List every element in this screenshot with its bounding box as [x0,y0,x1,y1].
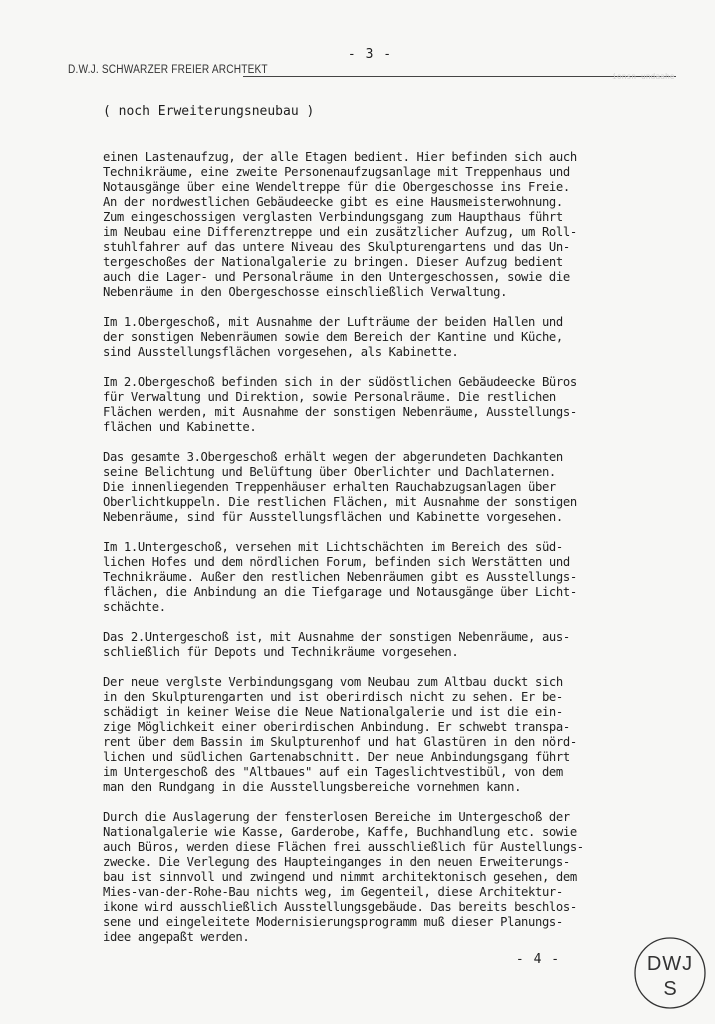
text-line: Oberlichtkuppeln. Die restlichen Flächen, mit Ausnahme der sonstigen [103,495,577,509]
paragraph [103,315,693,360]
text-line: schächte. [103,600,166,614]
section-heading: ( noch Erweiterungsneubau ) [103,104,315,119]
text-line: Nebenräume, sind für Ausstellungsflächen und Kabinette vorgesehen. [103,510,563,524]
text-line: Flächen werden, mit Ausnahme der sonstigen Nebenräume, Ausstellungs- [103,405,577,419]
text-line: Das 2.Untergeschoß ist, mit Ausnahme der sonstigen Nebenräume, aus- [103,630,570,644]
paragraph [103,540,693,615]
stamp-line-1: DWJ [646,953,694,975]
text-line: zwecke. Die Verlegung des Haupteinganges in den neuen Erweiterungs- [103,855,570,869]
page-number-top: - 3 - [347,47,393,62]
text-line: stuhlfahrer auf das untere Niveau des Skulpturengartens und das Un- [103,240,570,254]
text-line: Technikräume, eine zweite Personenaufzugsanlage mit Treppenhaus und [103,165,570,179]
text-line: Technikräume. Außer den restlichen Nebenräumen gibt es Ausstellungs- [103,570,577,584]
text-line: auch die Lager- und Personalräume in den Untergeschossen, sowie die [103,270,570,284]
text-line: der sonstigen Nebenräumen sowie dem Bereich der Kantine und Küche, [103,330,563,344]
text-line: Notausgänge über eine Wendeltreppe für die Obergeschosse ins Freie. [103,180,570,194]
paragraph [103,630,693,660]
paragraph [103,675,693,795]
text-line: im Neubau eine Differenztreppe und ein zusätzlicher Aufzug, um Roll- [103,225,577,239]
text-line: Im 1.Obergeschoß, mit Ausnahme der Lufträume der beiden Hallen und [103,315,563,329]
text-line: schädigt in keiner Weise die Neue Nationalgalerie und ist die ein- [103,705,563,719]
text-line: Nebenräume in den Obergeschosse einschließlich Verwaltung. [103,285,508,299]
text-line: idee angepaßt werden. [103,930,250,944]
text-line: Das gesamte 3.Obergeschoß erhält wegen der abgerundeten Dachkanten [103,450,563,464]
text-line: ikone wird ausschließlich Ausstellungsgebäude. Das bereits beschlos- [103,900,577,914]
text-line: tergeschoßes der Nationalgalerie zu bringen. Dieser Aufzug bedient [103,255,563,269]
text-line: für Verwaltung und Direktion, sowie Personalräume. Die restlichen [103,390,556,404]
paragraph [103,150,693,300]
text-line: Die innenliegenden Treppenhäuser erhalten Rauchabzugsanlagen über [103,480,556,494]
text-line: zige Möglichkeit einer oberirdischen Anbindung. Er schwebt transpa- [103,720,570,734]
text-line: seine Belichtung und Belüftung über Oberlichter und Dachlaternen. [103,465,556,479]
text-line: lichen und südlichen Gartenabschnitt. Der neue Anbindungsgang führt [103,750,570,764]
text-line: in den Skulpturengarten und ist oberirdisch nicht zu sehen. Er be- [103,690,563,704]
text-line: Nationalgalerie wie Kasse, Garderobe, Kaffe, Buchhandlung etc. sowie [103,825,577,839]
dwjs-monogram-stamp [632,935,708,1011]
text-line: Der neue verglste Verbindungsgang vom Neubau zum Altbau duckt sich [103,675,563,689]
text-line: Zum eingeschossigen verglasten Verbindungsgang zum Haupthaus führt [103,210,563,224]
text-line: bau ist sinnvoll und zwingend und nimmt architektonisch gesehen, dem [103,870,577,884]
letterhead: D.W.J. SCHWARZER FREIER ARCHTEKT [68,64,268,76]
bleed-through-text: ionsn undaahe [612,72,675,81]
text-line: auch Büros, werden diese Flächen frei ausschließlich für Austellungs- [103,840,584,854]
text-line: flächen, die Anbindung an die Tiefgarage und Notausgänge über Licht- [103,585,577,599]
text-line: sind Ausstellungsflächen vorgesehen, als Kabinette. [103,345,459,359]
body-text [103,150,693,960]
paragraph [103,810,693,945]
text-line: Mies-van-der-Rohe-Bau nichts weg, im Gegenteil, diese Architektur- [103,885,563,899]
stamp-line-2: S [663,978,677,1000]
text-line: Durch die Auslagerung der fensterlosen Bereiche im Untergeschoß der [103,810,570,824]
text-line: lichen Hofes und dem nördlichen Forum, befinden sich Werstätten und [103,555,570,569]
text-line: flächen und Kabinette. [103,420,257,434]
text-line: einen Lastenaufzug, der alle Etagen bedient. Hier befinden sich auch [103,150,577,164]
text-line: Im 2.Obergeschoß befinden sich in der südöstlichen Gebäudeecke Büros [103,375,577,389]
text-line: Im 1.Untergeschoß, versehen mit Lichtschächten im Bereich des süd- [103,540,563,554]
text-line: im Untergeschoß des "Altbaues" auf ein Tageslichtvestibül, von dem [103,765,563,779]
text-line: sene und eingeleitete Modernisierungsprogramm muß dieser Planungs- [103,915,563,929]
text-line: rent über dem Bassin im Skulpturenhof und hat Glastüren in den nörd- [103,735,577,749]
page-number-bottom: - 4 - [515,952,561,967]
paragraph [103,450,693,525]
text-line: An der nordwestlichen Gebäudeecke gibt es eine Hausmeisterwohnung. [103,195,563,209]
text-line: schließlich für Depots und Technikräume vorgesehen. [103,645,459,659]
paragraph [103,375,693,435]
text-line: man den Rundgang in die Ausstellungsbereiche vornehmen kann. [103,780,522,794]
